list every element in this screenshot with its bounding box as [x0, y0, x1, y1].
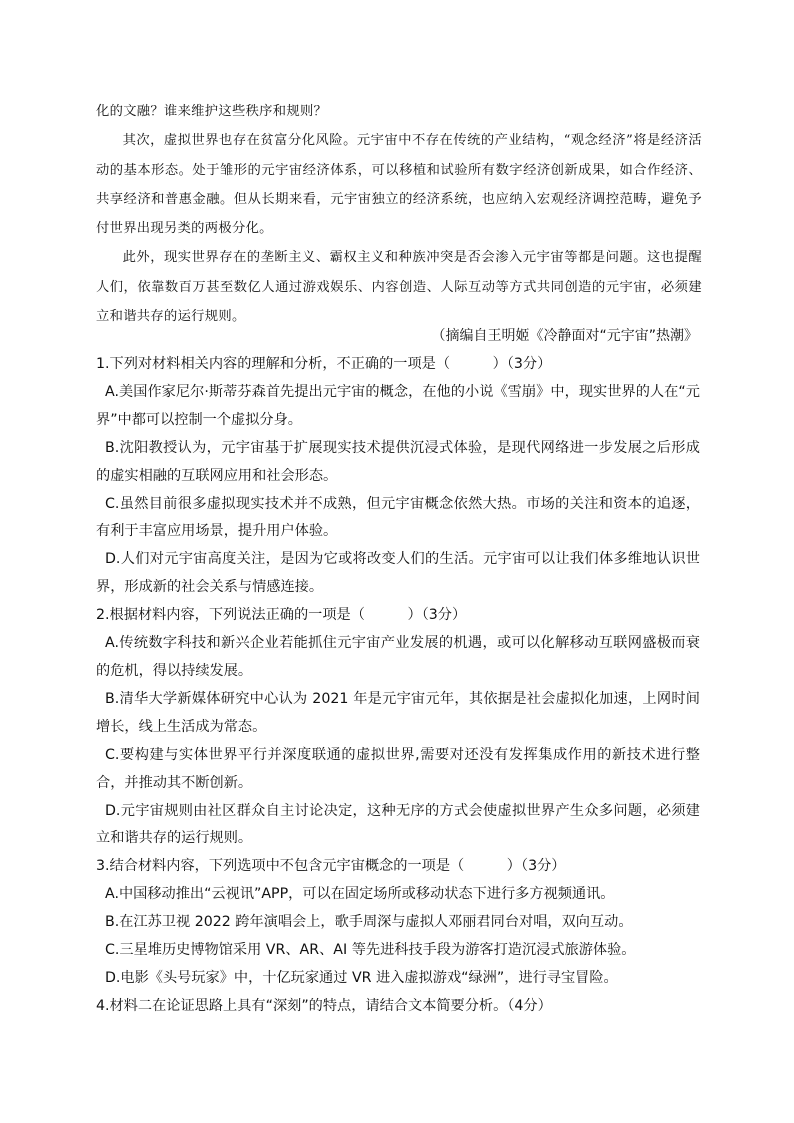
option-a: A.美国作家尼尔·斯蒂芬森首先提出元宇宙的概念，在他的小说《雪崩》中，现实世界的人在“元界”中都可以控制一个虚拟分身。 — [96, 383, 700, 428]
material-paragraph-1: 化的文融？谁来维护这些秩序和规则？ — [96, 104, 328, 119]
question-3 — [96, 853, 700, 993]
option-c: C.虽然目前很多虚拟现实技术并不成熟，但元宇宙概念依然大热。市场的关注和资本的追逐，有利于丰富应用场景，提升用户体验。 — [96, 495, 700, 540]
option-c: C.要构建与实体世界平行并深度联通的虚拟世界,需要对还没有发挥集成作用的新技术进行整合，并推动其不断创新。 — [96, 746, 700, 791]
question-2 — [96, 602, 700, 853]
question-stem: 2.根据材料内容，下列说法正确的一项是（ ）（3分） — [96, 607, 467, 624]
option-d: D.元宇宙规则由社区群众自主讨论决定，这种无序的方式会使虚拟世界产生众多问题，必须建立和谐共存的运行规则。 — [96, 802, 700, 847]
option-b: B.清华大学新媒体研究中心认为 2021 年是元宇宙元年，其依据是社会虚拟化加速，上网时间增长，线上生活成为常态。 — [96, 690, 700, 735]
question-stem: 4.材料二在论证思路上具有“深刻”的特点，请结合文本简要分析。（4分） — [96, 997, 552, 1014]
source-citation: （摘编自王明姬《冷静面对“元宇宙”热潮》 — [431, 328, 698, 344]
question-stem: 3.结合材料内容，下列选项中不包含元宇宙概念的一项是（ ）（3分） — [96, 858, 566, 875]
option-c: C.三星堆历史博物馆采用 VR、AR、AI 等先进科技手段为游客打造沉浸式旅游体验。 — [105, 942, 636, 959]
option-b: B.在江苏卫视 2022 跨年演唱会上，歌手周深与虚拟人邓丽君同台对唱，双向互动。 — [105, 914, 633, 931]
material-paragraph-3: 此外，现实世界存在的垄断主义、霸权主义和种族冲突是否会渗入元宇宙等都是问题。这也提醒人们，依靠数百万甚至数亿人通过游戏娱乐、内容创造、人际互动等方式共同创造的元宇宙，必须建立和谐共存的运行规则。 — [96, 250, 702, 325]
option-a: A.中国移动推出“云视讯”APP，可以在固定场所或移动状态下进行多方视频通讯。 — [105, 886, 615, 903]
question-stem: 1.下列对材料相关内容的理解和分析，不正确的一项是（ ）（3分） — [96, 356, 552, 372]
material-paragraph-2: 其次，虚拟世界也存在贫富分化风险。元宇宙中不存在传统的产业结构，“观念经济”将是经济活动的基本形态。处于雏形的元宇宙经济体系，可以移植和试验所有数字经济创新成果，如合作经济、共享经济和普惠金融。但从长期来看，元宇宙独立的经济系统，也应纳入宏观经济调控范畴，避免予付世界出现另类的两极分化。 — [96, 133, 702, 237]
material-text — [96, 97, 702, 331]
option-b: B.沈阳教授认为，元宇宙基于扩展现实技术提供沉浸式体验，是现代网络进一步发展之后形成的虚实相融的互联网应用和社会形态。 — [96, 439, 700, 484]
option-a: A.传统数字科技和新兴企业若能抓住元宇宙产业发展的机遇，或可以化解移动互联网盛极而衰的危机，得以持续发展。 — [96, 635, 700, 679]
question-1 — [96, 351, 700, 602]
option-d: D.电影《头号玩家》中，十亿玩家通过 VR 进入虚拟游戏“绿洲”，进行寻宝冒险。 — [105, 969, 618, 986]
question-4 — [96, 993, 700, 1021]
question-list — [96, 351, 700, 1021]
option-d: D.人们对元宇宙高度关注，是因为它或将改变人们的生活。元宇宙可以让我们体多维地认识世界，形成新的社会关系与情感连接。 — [96, 551, 700, 596]
